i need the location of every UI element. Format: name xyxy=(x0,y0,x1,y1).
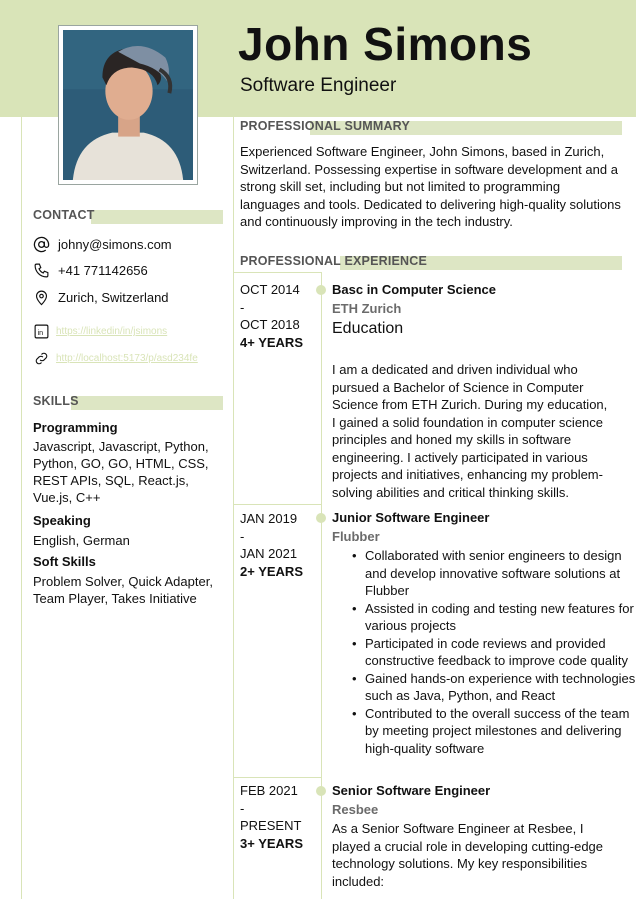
entry-end: JAN 2021 xyxy=(240,546,298,561)
summary-section-title: PROFESSIONAL SUMMARY xyxy=(240,119,622,133)
entry-dash: - xyxy=(240,800,245,816)
contact-email xyxy=(33,236,172,253)
entry-title: Senior Software Engineer xyxy=(332,783,491,798)
timeline-dot xyxy=(316,513,326,523)
entry-start: JAN 2019 xyxy=(240,511,298,526)
avatar xyxy=(63,30,193,180)
bullet-item: • Contributed to the overall success of the team by meeting project milestones and delivering high-quality software xyxy=(352,705,636,758)
entry-title: Basc in Computer Science xyxy=(332,282,496,297)
website-link[interactable] xyxy=(33,350,198,367)
entry-divider xyxy=(234,777,321,778)
entry-company: Resbee xyxy=(332,802,379,817)
entry-company: ETH Zurich xyxy=(332,301,402,316)
entry-divider xyxy=(234,272,321,273)
skill-group-text: English, German xyxy=(33,533,130,548)
skill-group-heading: Speaking xyxy=(33,513,91,528)
location-pin-icon xyxy=(33,289,50,306)
linkedin-link[interactable] xyxy=(33,323,167,340)
entry-subtitle: Education xyxy=(332,320,404,337)
experience-section-title: PROFESSIONAL EXPERIENCE xyxy=(240,254,622,268)
timeline-dot xyxy=(316,285,326,295)
entry-dash: - xyxy=(240,299,245,315)
skill-group-text: Problem Solver, Quick Adapter, Team Player, Takes Initiative xyxy=(33,574,213,606)
entry-start: FEB 2021 xyxy=(240,783,298,798)
linkedin-icon xyxy=(33,323,50,340)
skills-section-title: SKILLS xyxy=(33,394,223,408)
entry-start: OCT 2014 xyxy=(240,282,300,297)
link-icon xyxy=(33,350,50,367)
entry-duration: 2+ YEARS xyxy=(240,563,303,579)
candidate-name: John Simons xyxy=(238,18,533,70)
entry-dates xyxy=(240,281,303,351)
skill-group-text: Javascript, Javascript, Python, Python, GO, GO, HTML, CSS, REST APIs, SQL, React.js, Vue.js, C++ xyxy=(33,439,209,505)
entry-company: Flubber xyxy=(332,529,380,544)
bullet-item: • Collaborated with senior engineers to design and develop innovative software solutions at Flubber xyxy=(352,547,636,600)
left-rule xyxy=(21,117,22,899)
at-sign-icon xyxy=(33,236,50,253)
bullet-item: • Gained hands-on experience with technologies such as Java, Python, and React xyxy=(352,670,636,705)
summary-text: Experienced Software Engineer, John Simons, based in Zurich, Switzerland. Possessing expertise in software development and a strong skill set, including but not limited to programming languages and tools. Dedicated to delivering high-quality solutions and continuously improving in the tech industry. xyxy=(240,144,621,229)
entry-duration: 4+ YEARS xyxy=(240,334,303,350)
contact-section-title: CONTACT xyxy=(33,208,223,222)
skill-group-heading: Programming xyxy=(33,420,118,435)
skill-group-heading: Soft Skills xyxy=(33,554,96,569)
entry-divider xyxy=(234,504,321,505)
entry-duration: 3+ YEARS xyxy=(240,835,303,851)
entry-dates xyxy=(240,510,303,580)
profile-photo xyxy=(58,25,198,185)
timeline-dot xyxy=(316,786,326,796)
timeline-line xyxy=(321,272,322,899)
entry-bullets xyxy=(332,547,636,757)
bullet-item: • Participated in code reviews and provided constructive feedback to improve code quality xyxy=(352,635,636,670)
entry-description: As a Senior Software Engineer at Resbee, I played a crucial role in developing cutting-edge technology solutions. My key responsibilities included: xyxy=(332,821,604,889)
website-url[interactable]: http://localhost:5173/p/asd234fe xyxy=(56,353,198,364)
entry-end: PRESENT xyxy=(240,818,302,833)
entry-description: I am a dedicated and driven individual who pursued a Bachelor of Science in Computer Science from ETH Zurich. During my education, I gained a solid foundation in computer science principles and honed my skills in software engineering. I actively participated in various projects and initiatives, enhancing my problem-solving abilities and critical thinking skills. xyxy=(332,362,608,500)
location-text: Zurich, Switzerland xyxy=(58,290,169,305)
contact-phone xyxy=(33,262,148,279)
svg-text:in: in xyxy=(37,329,44,338)
phone-icon xyxy=(33,262,50,279)
entry-dash: - xyxy=(240,528,245,544)
column-divider xyxy=(233,117,234,899)
entry-title: Junior Software Engineer xyxy=(332,510,490,525)
email-text: johny@simons.com xyxy=(58,237,172,252)
entry-dates xyxy=(240,782,303,852)
linkedin-url[interactable]: https://linkedin/in/jsimons xyxy=(56,326,168,337)
contact-location xyxy=(33,289,169,306)
phone-text: +41 771142656 xyxy=(58,263,148,278)
bullet-item: • Assisted in coding and testing new features for various projects xyxy=(352,600,636,635)
candidate-role: Software Engineer xyxy=(240,75,397,96)
entry-end: OCT 2018 xyxy=(240,317,300,332)
